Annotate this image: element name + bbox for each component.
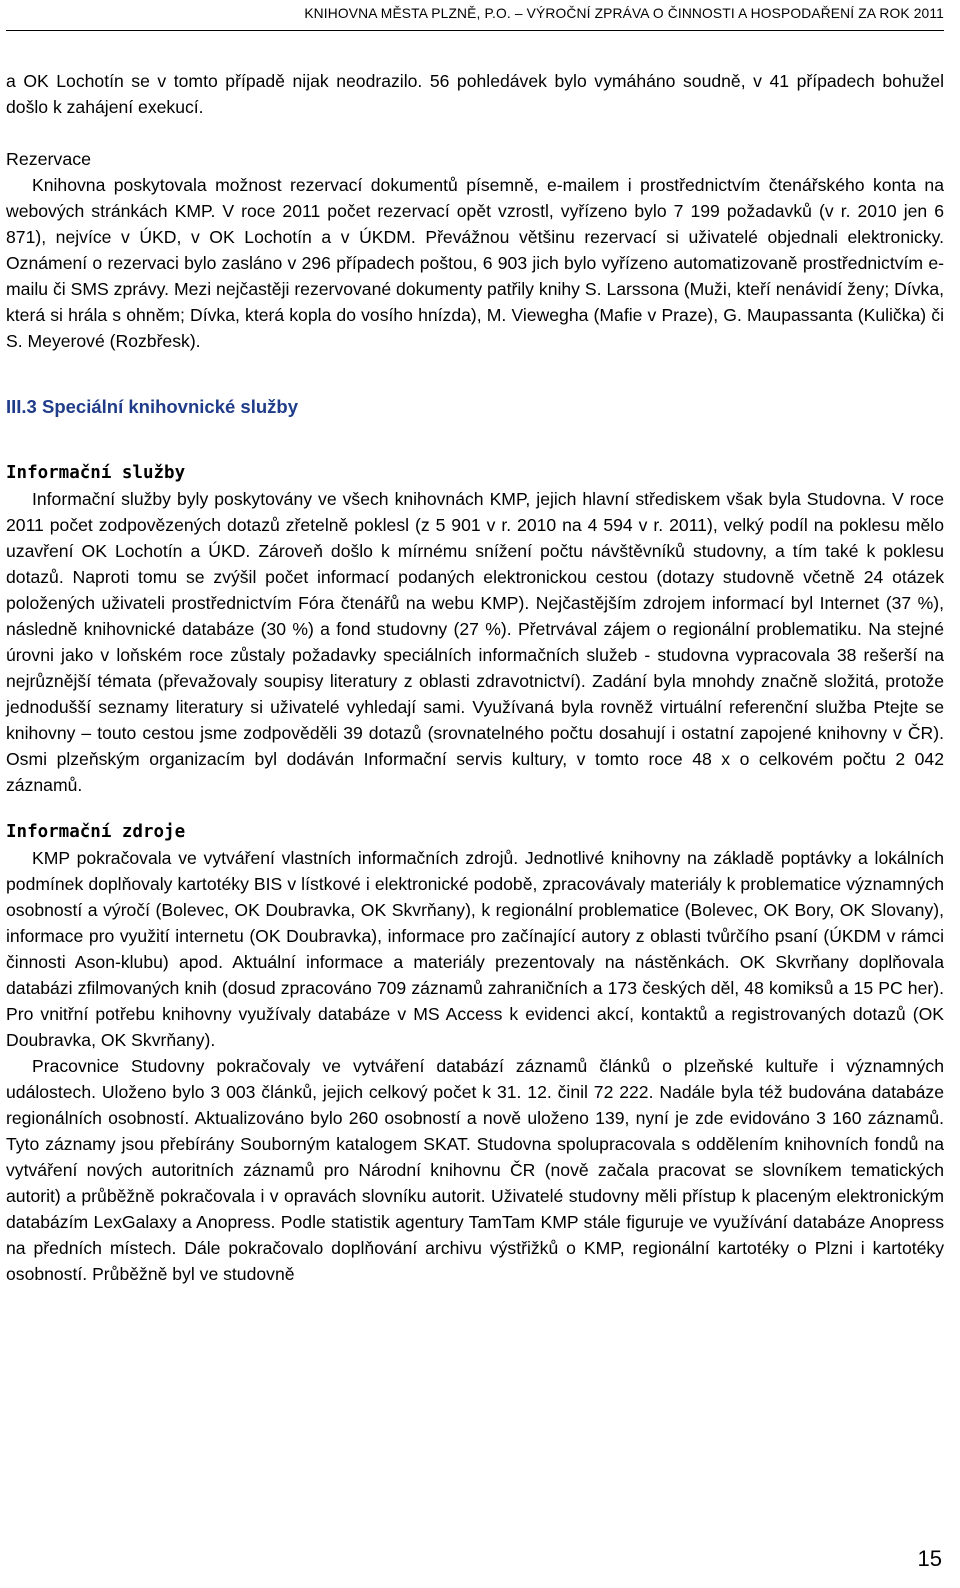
informacni-zdroje-paragraph-2: Pracovnice Studovny pokračovaly ve vytváření databází záznamů článků o plzeňské kultuře i významných událostech. Uloženo bylo 3 003 článků, jejich celkový počet k 31. 12. činil 72 222. Nadále byla též budována databáze regionálních osobností. Aktualizováno bylo 260 osobností a nově uloženo 139, nyní je zde evidováno 3 160 záznamů. Tyto záznamy jsou přebírány Souborným katalogem SKAT. Studovna spolupracovala s oddělením knihovních fondů na vytváření nových autoritních záznamů pro Národní knihovnu ČR (nově začala pracovat se slovníkem tematických autorit) a průběžně pokračovala i v opravách slovníku autorit. Uživatelé studovny měli přístup k placeným elektronickým databázím LexGalaxy a Anopress. Podle statistik agentury TamTam KMP stále figuruje ve využívání databáze Anopress na předních místech. Dále pokračovalo doplňování archivu výstřižků o KMP, regionální kartotéky o Plzni i kartotéky osobností. Průběžně byl ve studovně [6, 1056, 944, 1284]
spacer [6, 120, 944, 146]
running-header: KNIHOVNA MĚSTA PLZNĚ, P.O. – VÝROČNÍ ZPRÁVA O ČINNOSTI A HOSPODAŘENÍ ZA ROK 2011 [304, 6, 944, 21]
page-number: 15 [917, 1546, 942, 1571]
spacer [6, 354, 944, 394]
informacni-sluzby-title: Informační služby [6, 463, 186, 483]
section-heading: III.3 Speciální knihovnické služby [6, 396, 298, 417]
spacer [6, 420, 944, 460]
spacer [6, 798, 944, 819]
informacni-zdroje-title: Informační zdroje [6, 822, 186, 842]
rezervace-paragraph: Knihovna poskytovala možnost rezervací dokumentů písemně, e-mailem i prostřednictvím čtenářského konta na webových stránkách KMP. V roce 2011 počet rezervací opět vzrostl, vyřízeno bylo 7 199 požadavků (v r. 2010 jen 6 871), nejvíce v ÚKD, v OK Lochotín a v ÚKDM. Převážnou většinu rezervací si uživatelé objednali elektronicky. Oznámení o rezervaci bylo zasláno v 296 případech poštou, 6 903 jich bylo vyřízeno automatizovaně prostřednictvím e-mailu či SMS zprávy. Mezi nejčastěji rezervované dokumenty patřily knihy S. Larssona (Muži, kteří nenávidí ženy; Dívka, která si hrála s ohněm; Dívka, která kopla do vosího hnízda), M. Viewegha (Mafie v Praze), G. Maupassanta (Kulička) či S. Meyerové (Rozbřesk). [6, 175, 944, 351]
informacni-zdroje-paragraph-1: KMP pokračovala ve vytváření vlastních informačních zdrojů. Jednotlivé knihovny na základě poptávky a lokálních podmínek doplňovaly kartotéky BIS v lístkové i elektronické podobě, zpracovávaly materiály k problematice významných osobností a výročí (Bolevec, OK Doubravka, OK Skvrňany), k regionální problematice (Bolevec, OK Bory, OK Slovany), informace pro využití internetu (OK Doubravka), informace pro začínající autory z oblasti tvůrčího psaní (ÚKDM v rámci činnosti Ason-klubu) apod. Aktuální informace a materiály prezentovaly na nástěnkách. OK Skvrňany doplňovala databázi zfilmovaných knih (dosud zpracováno 709 záznamů zahraničních a 173 českých děl, 48 komiksů a 15 PC her). Pro vnitřní potřebu knihovny využívaly databáze v MS Access k evidenci akcí, kontaktů a registrovaných dotazů (OK Doubravka, OK Skvrňany). [6, 848, 944, 1050]
intro-paragraph: a OK Lochotín se v tomto případě nijak neodrazilo. 56 pohledávek bylo vymáháno soudně, v 41 případech bohužel došlo k zahájení exekucí. [6, 71, 944, 117]
header-divider [6, 30, 944, 31]
page-header [0, 0, 960, 34]
informacni-sluzby-paragraph: Informační služby byly poskytovány ve všech knihovnách KMP, jejich hlavní střediskem však byla Studovna. V roce 2011 počet zodpovězených dotazů zřetelně poklesl (z 5 901 v r. 2010 na 4 594 v r. 2011), velký podíl na poklesu mělo uzavření OK Lochotín a ÚKD. Zároveň došlo k mírnému snížení počtu návštěvníků studovny, a tím také k poklesu dotazů. Naproti tomu se zvýšil počet informací podaných elektronickou cestou (dotazy studovně včetně 24 otázek položených uživateli prostřednictvím Fóra čtenářů na webu KMP). Nejčastějším zdrojem informací byl Internet (37 %), následně knihovnické databáze (30 %) a fond studovny (27 %). Přetrvával zájem o regionální problematiku. Na stejné úrovni jako v loňském roce zůstaly požadavky speciálních informačních služeb - studovna vypracovala 38 rešerší na nejrůznější témata (převažovaly soupisy literatury z oblasti zdravotnictví). Zadání byla mnohdy značně složitá, protože jednodušší seznamy literatury si uživatelé vyhledají sami. Využívaná byla rovněž virtuální referenční služba Ptejte se knihovny – touto cestou jsme zodpověděli 39 dotazů (srovnatelného počtu dosahují i ostatní zapojené knihovny v ČR). Osmi plzeňským organizacím byl dodáván Informační servis kultury, v tomto roce 48 x o celkovém počtu 2 042 záznamů. [6, 489, 944, 795]
rezervace-title: Rezervace [6, 149, 91, 169]
page-body [6, 68, 944, 1287]
